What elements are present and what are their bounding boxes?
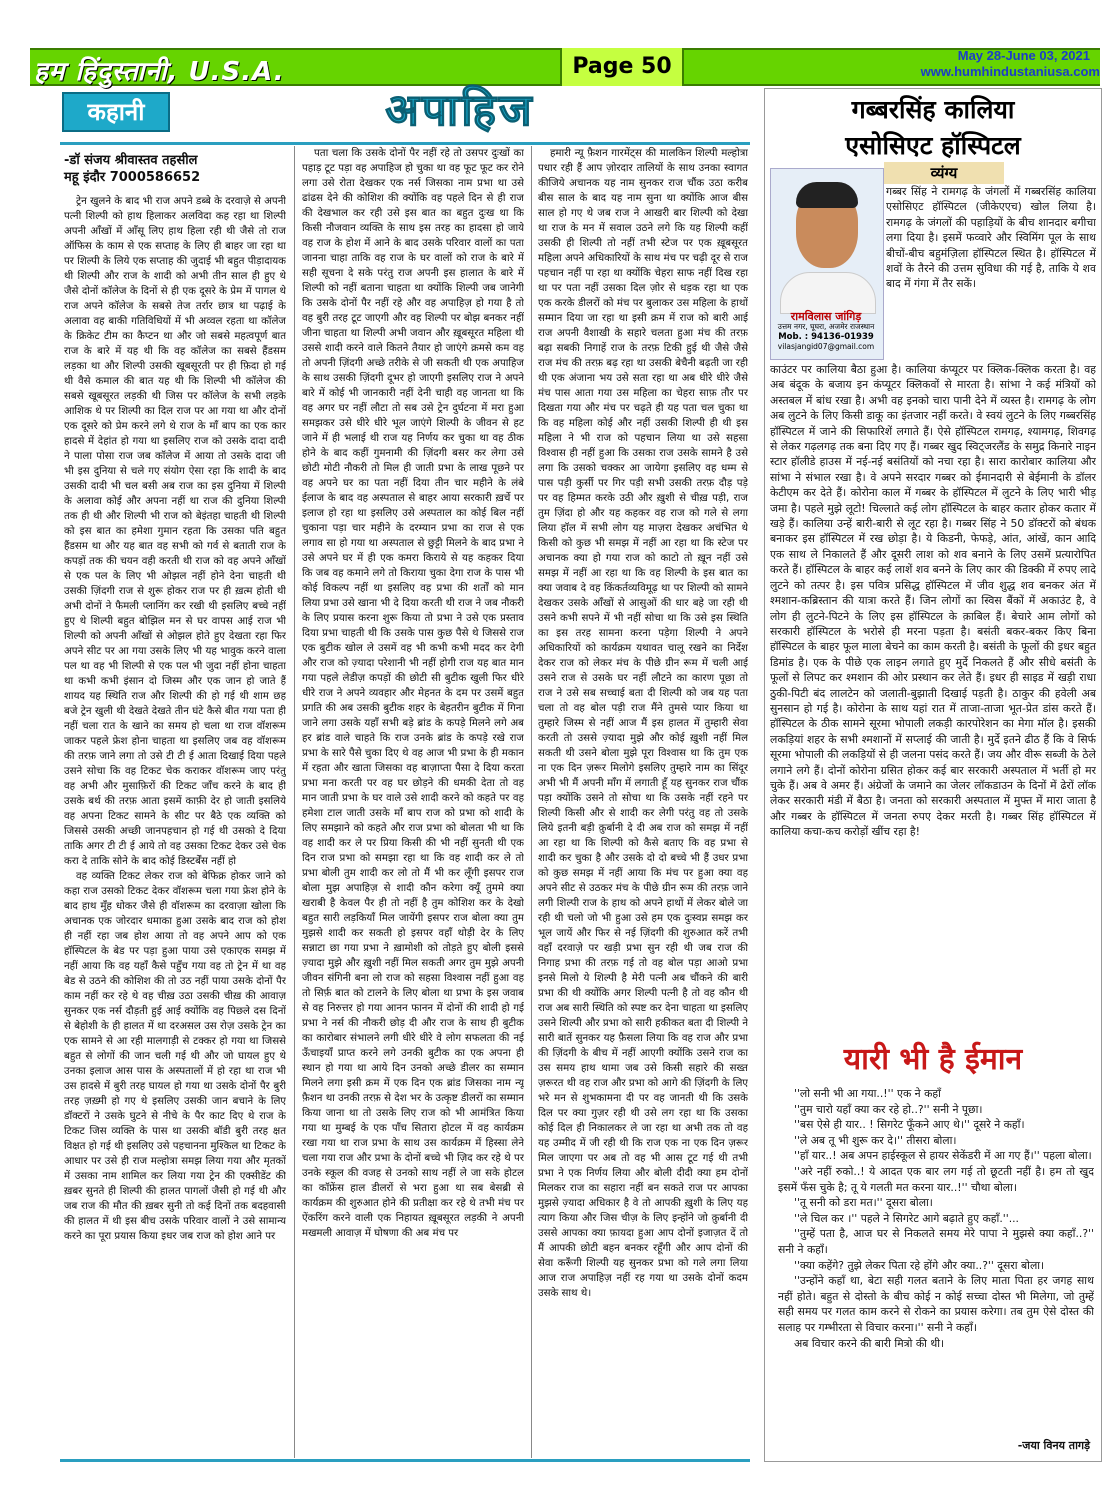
paragraph: गब्बर सिंह ने रामगढ़ के जंगलों में गब्बरसिंह कालिया एसोसिएट हॉस्पिटल (जीकेएएच) खोल लिया है। रामगढ़ के जंगलों की पहाड़ियों के बीच शानदार बगीचा लगा दिया है। इसमें फव्वारे और स्विमिंग पूल के साथ बीचों-बीच बहुमंज़िला हॉस्पिटल स्थित है। हॉस्पिटल में शवों के तैरने की उत्तम सुविधा की गई है, ताकि ये शव बाद में गंगा में तैर सकें।	[886, 185, 1096, 291]
satire-tag: व्यंग्य	[884, 162, 1004, 184]
author-contact: महू इंदौर 7000586652	[64, 170, 201, 185]
author-card	[776, 312, 876, 352]
paragraph: ट्रेन खुलने के बाद भी राज अपने डब्बे के दरवाज़े से अपनी पत्नी शिल्पी को हाथ हिलाकर अलविदा कह रहा था शिल्पी अपनी आँखों में आँसू लिए हाथ हिला रही थी जैसे तो राज ऑफिस के काम से एक सप्ताह के लिए ही बाहर जा रहा था पर शिल्पी के लिये एक सप्ताह की जुदाई भी बहुत पीड़ादायक थी शिल्पी और राज के शादी को अभी तीन साल ही हुए थे जैसे दोनों कॉलेज के दिनों से ही एक दूसरे के प्रेम में पागल थे राज अपने कॉलेज के सबसे तेज तर्रार छात्र था पढ़ाई के अलावा वह बाकी गतिविधियों में भी अव्वल रहता था कॉलेज के क्रिकेट टीम का कैप्टन था और जो सबसे महत्वपूर्ण बात राज के बारे में यह थी कि वह कॉलेज का सबसे हैंडसम लड़का था और शिल्पी उसकी खूबसूरती पर ही फ़िदा हो गई थी वैसे कमाल की बात यह थी कि शिल्पी भी कॉलेज की सबसे खूबसूरत लड़की थी जिस पर कॉलेज के सभी लड़के आशिक थे पर शिल्पी का दिल राज पर आ गया था और दोनों एक दूसरे को प्रेम करने लगे थे राज के माँ बाप का एक कार हादसे में देहांत हो गया था इसलिए राज को उसके दादा दादी ने पाला पोसा राज जब कॉलेज में आया तो उसके दादा जी भी इस दुनिया से चले गए संयोग ऐसा रहा कि शादी के बाद उसकी दादी भी चल बसी अब राज का इस दुनिया में शिल्पी के अलावा कोई और अपना नहीं था राज की दुनिया शिल्पी तक ही थी और शिल्पी भी राज को बेइंतहा चाहती थी शिल्पी को इस बात का हमेशा गुमान रहता कि उसका पति बहुत हैंडसम था और यह बात वह सभी को गर्व से बताती राज के कपड़ों तक की चयन वही करती थी राज को वह अपने आँखों से एक पल के लिए भी ओझल नहीं होने देना चाहती थी उसकी ज़िंदगी राज से शुरू होकर राज पर ही ख़त्म होती थी अभी दोनों ने फैमली प्लानिंग कर रखी थी इसलिए बच्चे नहीं हुए थे शिल्पी बहुत बोझिल मन से घर वापस आई राज भी शिल्पी को अपनी आँखों से ओझल होते हुए देखता रहा फिर अपने सीट पर आ गया उसके लिए भी यह भावुक करने वाला पल था वह भी शिल्पी से एक पल भी जुदा नहीं होना चाहता था कभी कभी इंसान दो जिस्म और एक जान हो जाते हैं शायद यह स्थिति राज और शिल्पी की हो गई थी शाम छह बजे ट्रेन खुली थी देखते देखते तीन घंटे कैसे बीत गया पता ही नहीं चला रात के खाने का समय हो चला था राज वॉशरूम जाकर पहले फ्रेश होना चाहता था इसलिए जब वह वॉशरूम की तरफ़ जाने लगा तो उसे टी टी ई आता दिखाई दिया पहले उसने सोचा कि वह टिकट चेक कराकर वॉशरूम जाए परंतु वह अभी और मुसाफ़िरों की टिकट जाँच करने के बाद ही उसके बर्थ की तरफ़ आता इसमें काफ़ी देर हो जाती इसलिये वह अपना टिकट सामने के सीट पर बैठे एक व्यक्ति को जिससे उसकी अच्छी जानपहचान हो गई थी उसको दे दिया ताकि अगर टी टी ई आये तो वह उसका टिकट देकर उसे चेक करा दे ताकि सोने के बाद कोई डिस्टर्बेंस नहीं हो	[64, 196, 286, 867]
section-tag: कहानी	[62, 92, 170, 132]
satire-title-line-2: एसोसिएट हॉस्पिटल	[845, 131, 1021, 160]
satire-title-line-1: गब्बरसिंह कालिया	[851, 95, 1015, 124]
short-story-body	[778, 1086, 1094, 1406]
paragraph: ''लो सनी भी आ गया..!'' एक ने कहाँ	[794, 1087, 941, 1100]
paragraph: पता चला कि उसके दोनों पैर नहीं रहे तो उसपर दुःखों का पहाड़ टूट पड़ा वह अपाहिज हो चुका था वह फूट फूट कर रोने लगा उसे रोता देखकर एक नर्स जिसका नाम प्रभा था उसे ढांढस देने की कोशिश की क्योंकि वह पहले दिन से ही राज की देखभाल कर रही उसे इस बात का बहुत दुःख था कि किसी नौजवान व्यक्ति के साथ इस तरह का हादसा हो जाये वह राज के होश में आने के बाद उसके परिवार वालों का पता जानना चाहा ताकि वह राज के घर वालों को राज के बारे में सही सूचना दे सके परंतु राज अपनी इस हालात के बारे में शिल्पी को नहीं बताना चाहता था क्योंकि शिल्पी जब जानेगी कि उसके दोनों पैर नहीं रहे और वह अपाहिज़ हो गया है तो वह बुरी तरह टूट जाएगी और वह शिल्पी पर बोझ बनकर नहीं जीना चाहता था शिल्पी अभी जवान और ख़ूबसूरत महिला थी उससे शादी करने वाले कितने तैयार हो जाएंगे क्रमसे कम वह तो अपनी ज़िंदगी अच्छे तरीके से जी सकती थी एक अपाहिज के साथ उसकी ज़िंदगी दूभर हो जाएगी इसलिए राज ने अपने बारे में कोई भी जानकारी नहीं देनी चाही वह जानता था कि वह अगर घर नहीं लौटा तो सब उसे ट्रेन दुर्घटना में मरा हुआ समझकर उसे धीरे धीरे भूल जाएंगे शिल्पी के जीवन से हट जाने में ही भलाई थी राज यह निर्णय कर चुका था वह ठीक होने के बाद कहीं गुमनामी की ज़िंदगी बसर कर लेगा उसे छोटी मोटी नौकरी तो मिल ही जाती प्रभा के लाख पूछने पर वह अपने घर का पता नहीं दिया तीन चार महीने के लंबे ईलाज के बाद वह अस्पताल से बाहर आया सरकारी ख़र्चे पर इलाज हो रहा था इसलिए उसे अस्पताल का कोई बिल नहीं चुकाना पड़ा चार महीने के दरम्यान प्रभा का राज से एक लगाव सा हो गया था अस्पताल से छुट्टी मिलने के बाद प्रभा ने उसे अपने घर में ही एक कमरा किराये से यह कहकर दिया कि जब वह कमाने लगे तो किराया चुका देगा राज के पास भी कोई विकल्प नहीं था इसलिए वह प्रभा की शर्तों को मान लिया प्रभा उसे खाना भी दे दिया करती थी राज ने जब नौकरी के लिए प्रयास करना शुरू किया तो प्रभा ने उसे एक प्रस्ताव दिया प्रभा चाहती थी कि उसके पास कुछ पैसे थे जिससे राज एक बुटीक खोल ले उसमें वह भी कभी कभी मदद कर देगी और राज को ज़्यादा परेशानी भी नहीं होगी राज यह बात मान गया पहले लेडीज़ कपड़ों की छोटी सी बुटीक खुली फिर धीरे धीरे राज ने अपने व्यवहार और मेहनत के दम पर उसमें बहुत प्रगति की अब उसकी बुटीक शहर के बेहतरीन बुटीक में गिना जाने लगा उसके यहाँ सभी बड़े ब्रांड के कपड़े मिलने लगे अब हर ब्रांड वाले चाहते कि राज उनके ब्रांड के कपड़े रखे राज प्रभा के सारे पैसे चुका दिए थे वह आज भी प्रभा के ही मकान में रहता और खाता जिसका वह बाज़ाप्ता पैसा दे दिया करता प्रभा मना करती पर वह घर छोड़ने की धमकी देता तो वह मान जाती प्रभा के घर वाले उसे शादी करने को कहते पर वह हमेशा टाल जाती उसके माँ बाप राज को प्रभा को शादी के लिए समझाने को कहते और राज प्रभा को बोलता भी था कि वह शादी कर ले पर प्रिया किसी की भी नहीं सुनती थी एक दिन राज प्रभा को समझा रहा था कि वह शादी कर ले तो प्रभा बोली तुम शादी कर लो तो मैं भी कर लूँगी इसपर राज बोला मुझ अपाहिज़ से शादी कौन करेगा क्यूँ तुममे क्या खराबी है केवल पैर ही तो नहीं है तुम कोशिश कर के देखो बहुत सारी लड़कियाँ मिल जायेंगी इसपर राज बोला क्या तुम मुझसे शादी कर सकती हो इसपर वहाँ थोड़ी देर के लिए सन्नाटा छा गया प्रभा ने ख़ामोशी को तोड़ते हुए बोली इससे ज़्यादा मुझे और ख़ुशी नहीं मिल सकती अगर तुम मुझे अपनी जीवन संगिनी बना लो राज को सहसा विश्वास नहीं हुआ वह तो सिर्फ़ बात को टालने के लिए बोला था प्रभा के इस जवाब से वह निरुत्तर हो गया आनन फानन में दोनों की शादी हो गई प्रभा ने नर्स की नौकरी छोड़ दी और राज के साथ ही बुटीक का कारोबार संभालने लगी धीरे धीरे वे लोग सफलता की नई ऊँचाइयाँ प्राप्त करने लगे उनकी बुटीक का एक अपना ही स्थान हो गया था आये दिन उनको अच्छे डीलर का सम्मान मिलने लगा इसी क्रम में एक दिन एक ब्रांड जिसका नाम न्यू फ़ैशन था उनकी तरफ़ से देश भर के उत्कृष्ट डीलरों का सम्मान किया जाना था तो उसके लिए राज को भी आमंत्रित किया गया था मुम्बई के एक पाँच सितारा होटल में वह कार्यक्रम रखा गया था राज प्रभा के साथ उस कार्यक्रम में हिस्सा लेने चला गया राज और प्रभा के दोनों बच्चे भी ज़िद कर रहे थे पर उनके स्कूल की वजह से उनको साथ नहीं ले जा सके होटल का कॉफ्रेंस हाल डीलरों से भरा हुआ था सब बेसब्री से कार्यक्रम की शुरुआत होने की प्रतीक्षा कर रहे थे तभी मंच पर ऐंकरिंग करने वाली एक निहायत ख़ूबसूरत लड़की ने अपनी मखमली आवाज़ में घोषणा की अब मंच पर	[302, 148, 524, 1239]
paragraph: ''तुम चारो यहाँ क्या कर रहे हो..?'' सनी ने पूछा।	[794, 1102, 983, 1116]
paragraph: ''ले चिल कर ।'' पहले ने सिगरेट आगे बढ़ाते हुए कहाँ.''...	[794, 1211, 1019, 1225]
short-story-title: यारी भी है ईमान	[843, 1042, 1023, 1077]
satire-author-place: उत्तम नगर, घूघरा, अजमेर राजस्थान	[777, 322, 875, 331]
paragraph: ''बस ऐसे ही यार.. ! सिगरेट फूँकने आए थे।'' दूसरे ने कहाँ।	[794, 1118, 1025, 1132]
paragraph: वह व्यक्ति टिकट लेकर राज को बेफिक्र होकर जाने को कहा राज उसको टिकट देकर वॉशरूम चला गया फ्रेश होने के बाद हाथ मुँह धोकर जैसे ही वॉशरूम का दरवाज़ा खोला कि अचानक एक जोरदार धमाका हुआ उसके बाद राज को होश ही नहीं रहा जब होश आया तो वह अपने आप को एक हॉस्पिटल के बेड पर पड़ा हुआ पाया उसे एकाएक समझ में नहीं आया कि वह यहाँ कैसे पहुँच गया वह तो ट्रेन में था वह बेड से उठने की कोशिश की तो उठ नहीं पाया उसके दोनों पैर काम नहीं कर रहे थे वह चीख़ उठा उसकी चीख़ की आवाज़ सुनकर एक नर्स दौड़ती हुई आई क्योंकि वह पिछले दस दिनों से बेहोशी के ही हालत में था दरअसल उस रोज़ उसके ट्रेन का एक सामने से आ रही मालगाड़ी से टक्कर हो गया था जिससे बहुत से लोगों की जान चली गई थी और जो घायल हुए थे उनका इलाज आस पास के अस्पतालों में हो रहा था राज भी उस हादसे में बुरी तरह घायल हो गया था उसके दोनों पैर बुरी तरह ज़ख़्मी हो गए थे इसलिए उसकी जान बचाने के लिए डॉक्टरों ने उसके घुटने से नीचे के पैर काट दिए थे राज के टिकट जिस व्यक्ति के पास था उसकी बॉडी बुरी तरह क्षत विक्षत हो गई थी इसलिए उसे पहचानना मुश्किल था टिकट के आधार पर उसे ही राज मल्होत्रा समझ लिया गया और मृतकों में उसका नाम शामिल कर लिया गया ट्रेन की एक्सीडेंट की ख़बर सुनते ही शिल्पी की हालत पागलों जैसी हो गई थी और जब राज की मौत की ख़बर सुनी तो कई दिनों तक बदहवासी की हालत में थी इस बीच उसके परिवार वालों ने उसे सामान्य करने का पूरा प्रयास किया इधर जब राज को होश आने पर	[64, 871, 286, 1242]
issue-date: May 28-June 03, 2021	[957, 48, 1090, 63]
story-title: अपाहिज	[385, 85, 535, 136]
story-column-2	[302, 146, 524, 1458]
paragraph: काउंटर पर कालिया बैठा हुआ है। कालिया कंप्यूटर पर क्लिक-क्लिक करता है। वह अब बंदूक के बजाय इन कंप्यूटर क्लिकवों से मारता है। सांभा ने कई मंत्रियों को अस्तबल में बांध रखा है। अभी वह इनको चारा पानी देने में व्यस्त है। रामगढ़ के लोग अब लुटने के लिए किसी डाकू का इंतजार नहीं करते। वे स्वयं लुटने के लिए गब्बरसिंह हॉस्पिटल में जाने की सिफारिशें लगाते हैं। ऐसे हॉस्पिटल रामगढ़, श्यामगढ़, शिवगढ़ से लेकर गढ़लगढ़ तक बना दिए गए हैं। गब्बर खुद स्विट्जरलैंड के समुद्र किनारे नाइन स्टार हॉलीडे हाउस में नई-नई बसंतियों को नचा रहा है। सारा कारोबार कालिया और सांभा ने संभाल रखा है। वे अपने सरदार गब्बर को ईमानदारी से बेईमानी के डॉलर केटीएम कर देते हैं। कोरोना काल में गब्बर के हॉस्पिटल में लुटने के लिए भारी भीड़ जमा है। पहले मुझे लूटो! चिल्लाते कई लोग हॉस्पिटल के बाहर कतार होकर कतार में खड़े हैं। कालिया उन्हें बारी-बारी से लूट रहा है। गब्बर सिंह ने 50 डॉक्टरों को बंधक बनाकर इस हॉस्पिटल में रख छोड़ा है। ये किडनी, फेफड़े, आंत, आंखें, कान आदि एक साथ ले निकालते हैं और दूसरी लाश को शव बनाने के लिए उसमें प्रत्यारोपित करते हैं। हॉस्पिटल के बाहर कई लाशें शव बनने के लिए कार की डिक्की में रुपए लादे लुटने को तत्पर है। इस पवित्र प्रसिद्ध हॉस्पिटल में जीव शुद्ध शव बनकर अंत में श्मशान-कब्रिस्तान की यात्रा करते हैं। जिन लोगों का स्विस बैंकों में अकाउंट है, वे लोग ही लुटने-पिटने के लिए इस हॉस्पिटल के क़ाबिल हैं। बेचारे आम लोगों को सरकारी हॉस्पिटल के भरोसे ही मरना पड़ता है। बसंती बकर-बकर किए बिना हॉस्पिटल के बाहर फूल माला बेचने का काम करती है। बसंती के फूलों की इधर बहुत डिमांड है। एक के पीछे एक लाइन लगाते हुए मुर्दे निकलते हैं और सीधे बसंती के फूलों से लिपट कर श्मशान की ओर प्रस्थान कर लेते हैं। इधर ही साइड में खड़ी राधा ठुकी-पिटी बंद लालटेन को जलाती-बुझाती दिखाई पड़ती है। ठाकुर की हवेली अब सुनसान हो गई है। कोरोना के साथ यहां रात में ताजा-ताजा भूत-प्रेत डांस करते हैं। हॉस्पिटल के ठीक सामने सूरमा भोपाली लकड़ी कारपोरेशन का मेगा मॉल है। इसकी लकड़ियां शहर के सभी श्मशानों में सप्लाई की जाती है। मुर्दे इतने ढीठ हैं कि वे सिर्फ सूरमा भोपाली की लकड़ियों से ही जलना पसंद करते हैं। जय और वीरू सब्जी के ठेले लगाने लगे हैं। दोनों कोरोना ग्रसित होकर कई बार सरकारी अस्पताल में भर्ती हो मर चुके हैं। अब वे अमर हैं। अंग्रेजों के जमाने का जेलर लॉकडाउन के दिनों में ढेरों लॉक लेकर सरकारी मंडी में बैठा है। जनता को सरकारी अस्पताल में मुफ्त में मारा जाता है और गब्बर के हॉस्पिटल में जनता रुपए देकर मरती है। गब्बर सिंह हॉस्पिटल में कालिया कचा-कच करोड़ों खींच रहा है!	[770, 363, 1096, 839]
author-photo-shirt	[780, 272, 876, 314]
masthead: हम हिंदुस्तानी, U.S.A.	[34, 57, 285, 87]
paragraph: ''तू सनी को डरा मत।'' दूसरा बोला।	[794, 1196, 933, 1210]
paragraph: ''ले अब तू भी शुरू कर दे।'' तीसरा बोला।	[794, 1133, 957, 1147]
satire-intro	[886, 184, 1096, 362]
author-photo-hair	[796, 182, 858, 208]
story-byline	[64, 152, 284, 186]
story-column-1	[64, 194, 286, 1458]
paragraph: ''तुम्हें पता है, आज घर से निकलते समय मेरे पापा ने मुझसे क्या कहाँ..?'' सनी ने कहाँ।	[778, 1227, 1094, 1256]
short-story-author: -जया विनय तागड़े	[1017, 1439, 1090, 1452]
paragraph: हमारी न्यू फ़ैशन गारमेंट्स की मालकिन शिल्पी मल्होत्रा पधार रही हैं आप ज़ोरदार तालियों के साथ उनका स्वागत कीजिये अचानक यह नाम सुनकर राज चौंक उठा करीब बीस साल के बाद यह नाम सुना था क्योंकि आज बीस साल हो गए थे जब राज ने आखरी बार शिल्पी को देखा था राज के मन में सवाल उठने लगे कि यह शिल्पी कहीं उसकी ही शिल्पी तो नहीं तभी स्टेज पर एक ख़ूबसूरत महिला अपने अधिकारियों के साथ मंच पर चढ़ी दूर से राज पहचान नहीं पा रहा था क्योंकि चेहरा साफ नहीं दिख रहा था पर पता नहीं उसका दिल ज़ोर से धड़क रहा था एक एक करके डीलरों को मंच पर बुलाकर उस महिला के हाथों सम्मान दिया जा रहा था इसी क्रम में राज को बारी आई राज अपनी वैशाखी के सहारे चलता हुआ मंच की तरफ़ बढ़ा सबकी निगाहें राज के तरफ़ टिकी हुई थी जैसे जैसे राज मंच की तरफ़ बढ़ रहा था उसकी बेचैनी बढ़ती जा रही थी एक अंजाना भय उसे सता रहा था अब धीरे धीरे जैसे मंच पास आता गया उस महिला का चेहरा साफ़ तौर पर दिखता गया और मंच पर चढ़ते ही यह पता चल चुका था कि वह महिला कोई और नहीं उसकी शिल्पी ही थी इस महिला ने भी राज को पहचान लिया था उसे सहसा विश्वास ही नहीं हुआ कि उसका राज उसके सामने है उसे लगा कि उसको चक्कर आ जायेगा इसलिए वह धम्म से पास पड़ी कुर्सी पर गिर पड़ी सभी उसकी तरफ़ दौड़ पड़े पर वह हिम्मत करके उठी और ख़ुशी से चीख़ पड़ी, राज तुम ज़िंदा हो और यह कहकर वह राज को गले से लगा लिया हॉल में सभी लोग यह माज़रा देखकर अचंभित थे किसी को कुछ भी समझ में नहीं आ रहा था कि स्टेज पर अचानक क्या हो गया राज को काटो तो ख़ून नहीं उसे समझ में नहीं आ रहा था कि वह शिल्पी के इस बात का क्या जवाब दे वह किंकर्तव्यविमूढ़ था पर शिल्पी को सामने देखकर उसके आँखों से आसुओं की धार बहे जा रही थी उसने कभी सपने में भी नहीं सोचा था कि उसे इस स्थिति का इस तरह सामना करना पड़ेगा शिल्पी ने अपने अधिकारियों को कार्यक्रम यथावत चालू रखने का निर्देश देकर राज को लेकर मंच के पीछे ग्रीन रूम में चली आई उसने राज से उसके घर नहीं लौटने का कारण पूछा तो राज ने उसे सब सच्चाई बता दी शिल्पी को जब यह पता चला तो वह बोल पड़ी राज मैंने तुमसे प्यार किया था तुम्हारे जिस्म से नहीं आज मैं इस हालत में तुम्हारी सेवा करती तो उससे ज़्यादा मुझे और कोई ख़ुशी नहीं मिल सकती थी उसने बोला मुझे पूरा विश्वास था कि तुम एक ना एक दिन ज़रूर मिलोगे इसलिए तुम्हारे नाम का सिंदूर अभी भी मैं अपनी माँग में लगाती हूँ यह सुनकर राज चौंक पड़ा क्योंकि उसने तो सोचा था कि उसके नहीं रहने पर शिल्पी किसी और से शादी कर लेगी परंतु वह तो उसके लिये इतनी बड़ी क़ुर्बानी दे दी अब राज को समझ में नहीं आ रहा था कि शिल्पी को कैसे बताए कि वह प्रभा से शादी कर चुका है और उसके दो दो बच्चे भी हैं उधर प्रभा को कुछ समझ में नहीं आया कि मंच पर हुआ क्या वह अपने सीट से उठकर मंच के पीछे ग्रीन रूम की तरफ़ जाने लगी शिल्पी राज के हाथ को अपने हाथों में लेकर बोले जा रही थी चलो जो भी हुआ उसे हम एक दुःस्वप्न समझ कर भूल जायें और फिर से नई ज़िंदगी की शुरुआत करें तभी वहाँ दरवाज़े पर खड़ी प्रभा सुन रही थी जब राज की निगाह प्रभा की तरफ़ गई तो वह बोल पड़ा आओ प्रभा इनसे मिलो ये शिल्पी है मेरी पत्नी अब चौंकने की बारी प्रभा की थी क्योंकि अगर शिल्पी पत्नी है तो वह कौन थी राज अब सारी स्थिति को स्पष्ट कर देना चाहता था इसलिए उसने शिल्पी और प्रभा को सारी हकीकत बता दी शिल्पी ने सारी बातें सुनकर यह फ़ैसला लिया कि वह राज और प्रभा की ज़िंदगी के बीच में नहीं आएगी क्योंकि उसने राज का उस समय हाथ थामा जब उसे किसी सहारे की सख्त ज़रूरत थी वह राज और प्रभा को आगे की ज़िंदगी के लिए भरे मन से शुभकामना दी पर वह जानती थी कि उसके दिल पर क्या गुज़र रही थी उसे लग रहा था कि उसका कोई दिल ही निकालकर ले जा रहा था अभी तक तो वह यह उम्मीद में जी रही थी कि राज एक ना एक दिन ज़रूर मिल जाएगा पर अब तो वह भी आस टूट गई थी तभी प्रभा ने एक निर्णय लिया और बोली दीदी क्या हम दोनों मिलकर राज का सहारा नहीं बन सकते राज पर आपका मुझसे ज़्यादा अधिकार है वे तो आपकी ख़ुशी के लिए यह त्याग किया और जिस चीज़ के लिए इन्होंने जो क़ुर्बानी दी उससे आपका क्या फ़ायदा हुआ आप दोनों इजाज़त दें तो मैं आपकी छोटी बहन बनकर रहूँगी और आप दोनों की सेवा करूँगी शिल्पी यह सुनकर प्रभा को गले लगा लिया आज राज अपाहिज़ नहीं रह गया था उसके दोनों कदम उसके साथ थे।	[538, 148, 748, 1299]
author-name: -डॉ संजय श्रीवास्तव तहसील	[64, 153, 198, 168]
page-number: Page 50	[560, 48, 684, 86]
satire-body	[770, 362, 1096, 1038]
satire-author-mobile: Mob. : 94136-01939	[778, 332, 874, 342]
paragraph: ''अरे नहीं रुको..! ये आदत एक बार लग गई तो छूटती नहीं है। हम तो खुद इसमें फँस चुके है; तू ये गलती मत करना यार..!'' चौथा बोला।	[778, 1164, 1094, 1194]
column-divider	[294, 146, 295, 1458]
story-column-3	[538, 146, 748, 1458]
paragraph: ''क्या कहेंगे? तुझे लेकर पिता रहे होंगे और क्या..?'' दूसरा बोला।	[794, 1258, 1045, 1272]
satire-title	[764, 92, 1102, 164]
column-divider	[531, 146, 532, 1458]
satire-author-email[interactable]: vilasjangid07@gmail.com	[777, 342, 875, 351]
website-link[interactable]: www.humhindustaniusa.com	[920, 64, 1100, 79]
paragraph: ''हाँ यार..! अब अपन हाईस्कूल से हायर सेकेंडरी में आ गए हैं।'' पहला बोला।	[794, 1149, 1092, 1163]
paragraph: ''उन्होंने कहाँ था, बेटा सही गलत बताने के लिए माता पिता हर जगह साथ नहीं होते। बहुत से दोस्तो के बीच कोई न कोई सच्चा दोस्त भी मिलेगा, जो तुम्हें सही समय पर गलत काम करने से रोकने का प्रयास करेगा। तब तुम ऐसे दोस्त की सलाह पर गम्भीरता से विचार करना।'' सनी ने कहाँ।	[778, 1274, 1094, 1334]
satire-author-name: रामविलास जांगिड़	[790, 310, 862, 323]
paragraph: अब विचार करने की बारी मित्रो की थी।	[794, 1336, 945, 1350]
